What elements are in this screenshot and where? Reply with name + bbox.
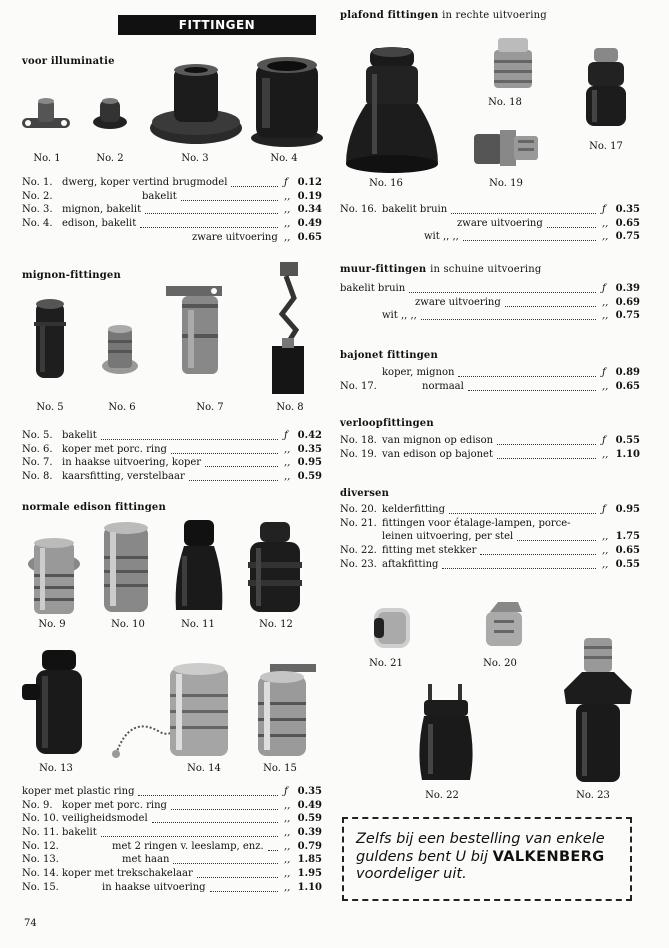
price-row xyxy=(340,218,640,232)
item-number: No. 8. xyxy=(22,471,53,483)
caption-no-22: No. 22 xyxy=(425,790,459,801)
currency-symbol: ,, xyxy=(602,217,609,229)
caption-no-13: No. 13 xyxy=(39,763,73,774)
item-description: dwerg, koper vertind brugmodel xyxy=(62,177,228,188)
product-image-20 xyxy=(480,598,528,650)
section-title-plafond-rest: in rechte uitvoering xyxy=(442,10,547,21)
item-description: koper met plastic ring xyxy=(22,786,135,797)
item-description: veiligheidsmodel xyxy=(62,813,148,825)
item-description: edison, bakelit xyxy=(62,218,137,230)
page-header: FITTINGEN xyxy=(118,15,316,35)
section-title-verloop: verloopfittingen xyxy=(340,418,434,429)
item-description: leinen uitvoering, per stel xyxy=(382,531,514,543)
item-description: bakelit xyxy=(62,827,97,839)
item-number: No. 7. xyxy=(22,457,53,469)
leader-dots xyxy=(463,240,596,241)
price-row xyxy=(22,444,322,458)
caption-no-6: No. 6 xyxy=(108,402,136,413)
product-image-8 xyxy=(266,258,314,398)
item-number: No. 19. xyxy=(340,448,377,460)
currency-symbol: ,, xyxy=(284,799,291,811)
promo-box xyxy=(342,817,632,901)
currency-symbol: ƒ xyxy=(602,504,606,515)
currency-symbol: ƒ xyxy=(284,177,288,188)
item-description: kaarsfitting, verstelbaar xyxy=(62,471,185,483)
price-row xyxy=(22,191,322,205)
currency-symbol: ,, xyxy=(284,471,291,483)
leader-dots xyxy=(181,200,278,201)
price-row xyxy=(340,518,640,532)
price-row xyxy=(22,457,322,471)
item-price: 0.12 xyxy=(297,177,322,188)
currency-symbol: ,, xyxy=(284,204,291,216)
price-list-illuminatie xyxy=(22,177,322,245)
item-number: No. 16. xyxy=(340,204,377,215)
product-image-11 xyxy=(170,516,228,616)
price-row xyxy=(22,827,322,841)
item-description: wit ,, ,, xyxy=(382,310,417,322)
item-description: bakelit bruin xyxy=(382,204,448,215)
currency-symbol: ,, xyxy=(602,310,609,322)
price-list-muur xyxy=(340,283,640,324)
product-image-14 xyxy=(110,654,240,760)
caption-no-10: No. 10 xyxy=(111,619,145,630)
section-title-edison: normale edison fittingen xyxy=(22,502,166,513)
promo-line-1: Zelfs bij een bestelling van enkele xyxy=(356,831,605,847)
price-row xyxy=(22,204,322,218)
item-description: bakelit xyxy=(142,190,177,202)
price-list-plafond xyxy=(340,204,640,245)
price-row xyxy=(22,177,322,191)
caption-no-23: No. 23 xyxy=(576,790,610,801)
item-price: 0.75 xyxy=(615,310,640,322)
item-price: 1.10 xyxy=(297,881,322,893)
price-row xyxy=(22,800,322,814)
currency-symbol: ,, xyxy=(284,231,291,243)
item-number: No. 23. xyxy=(340,558,377,570)
item-description: zware uitvoering xyxy=(192,231,278,243)
item-price: 0.49 xyxy=(297,799,322,811)
product-image-9 xyxy=(26,534,82,618)
item-price: 0.69 xyxy=(615,296,640,308)
leader-dots xyxy=(497,458,596,459)
product-image-22 xyxy=(414,680,478,784)
caption-no-21: No. 21 xyxy=(369,658,403,669)
caption-no-7: No. 7 xyxy=(196,402,224,413)
item-price: 0.75 xyxy=(615,231,640,243)
price-row xyxy=(340,531,640,545)
product-image-15 xyxy=(250,656,320,760)
promo-line-2-text: guldens bent U bij xyxy=(356,848,493,865)
currency-symbol: ,, xyxy=(284,443,291,455)
leader-dots xyxy=(138,795,278,796)
section-title-diversen: diversen xyxy=(340,488,390,499)
price-row xyxy=(340,310,640,324)
item-price: 0.34 xyxy=(297,204,322,216)
item-number: No. 2. xyxy=(22,190,53,202)
currency-symbol: ƒ xyxy=(602,204,606,215)
leader-dots xyxy=(101,836,278,837)
leader-dots xyxy=(231,186,278,187)
currency-symbol: ,, xyxy=(284,840,291,852)
item-description: koper met porc. ring xyxy=(62,443,167,455)
item-description: in haakse uitvoering xyxy=(102,881,206,893)
item-description: normaal xyxy=(422,380,464,392)
leader-dots xyxy=(442,568,596,569)
product-image-21 xyxy=(370,604,414,652)
item-number: No. 20. xyxy=(340,504,377,515)
leader-dots xyxy=(189,480,278,481)
leader-dots xyxy=(458,376,596,377)
caption-no-8: No. 8 xyxy=(276,402,304,413)
price-row xyxy=(340,231,640,245)
caption-no-20: No. 20 xyxy=(483,658,517,669)
currency-symbol: ,, xyxy=(602,545,609,557)
caption-no-3: No. 3 xyxy=(181,153,209,164)
caption-no-2: No. 2 xyxy=(96,153,124,164)
item-number: No. 9. xyxy=(22,799,53,811)
price-row xyxy=(340,545,640,559)
leader-dots xyxy=(451,213,596,214)
price-row xyxy=(22,854,322,868)
price-row xyxy=(340,367,640,381)
item-price: 0.42 xyxy=(297,430,322,441)
currency-symbol: ,, xyxy=(284,813,291,825)
price-row xyxy=(22,868,322,882)
leader-dots xyxy=(497,444,596,445)
section-title-plafond xyxy=(340,10,547,21)
item-description: bakelit xyxy=(62,430,97,441)
caption-no-12: No. 12 xyxy=(259,619,293,630)
price-row xyxy=(340,297,640,311)
section-title-mignon: mignon-fittingen xyxy=(22,270,121,281)
leader-dots xyxy=(421,319,596,320)
caption-no-9: No. 9 xyxy=(38,619,66,630)
currency-symbol: ,, xyxy=(602,448,609,460)
item-price: 0.39 xyxy=(615,283,640,294)
price-row xyxy=(22,218,322,232)
product-image-12 xyxy=(244,518,306,616)
item-price: 0.35 xyxy=(615,204,640,215)
currency-symbol: ƒ xyxy=(284,430,288,441)
caption-no-17: No. 17 xyxy=(589,141,623,152)
item-price: 1.10 xyxy=(615,448,640,460)
currency-symbol: ,, xyxy=(602,231,609,243)
price-row xyxy=(22,841,322,855)
caption-no-19: No. 19 xyxy=(489,178,523,189)
item-price: 0.59 xyxy=(297,471,322,483)
promo-brand: VALKENBERG xyxy=(492,848,605,865)
item-price: 0.59 xyxy=(297,813,322,825)
currency-symbol: ƒ xyxy=(284,786,288,797)
promo-line-3: voordeliger uit. xyxy=(356,866,467,882)
currency-symbol: ƒ xyxy=(602,367,606,378)
leader-dots xyxy=(152,822,278,823)
currency-symbol: ,, xyxy=(284,457,291,469)
item-description: fitting met stekker xyxy=(382,545,477,557)
item-description: van mignon op edison xyxy=(382,435,494,446)
item-price: 0.19 xyxy=(297,190,322,202)
currency-symbol: ,, xyxy=(284,854,291,866)
item-price: 1.95 xyxy=(297,868,322,880)
leader-dots xyxy=(210,891,278,892)
leader-dots xyxy=(449,513,596,514)
product-image-2 xyxy=(90,92,130,132)
item-description: koper met porc. ring xyxy=(62,799,167,811)
price-row xyxy=(22,471,322,485)
currency-symbol: ,, xyxy=(602,531,609,543)
currency-symbol: ƒ xyxy=(602,283,606,294)
leader-dots xyxy=(197,877,278,878)
section-title-bajonet: bajonet fittingen xyxy=(340,350,438,361)
page-number: 74 xyxy=(24,918,37,929)
item-price: 0.65 xyxy=(297,231,322,243)
caption-no-1: No. 1 xyxy=(33,153,61,164)
section-title-plafond-bold: plafond fittingen xyxy=(340,10,439,21)
item-price: 0.65 xyxy=(615,380,640,392)
item-price: 0.55 xyxy=(615,558,640,570)
price-row xyxy=(22,882,322,896)
leader-dots xyxy=(468,390,596,391)
item-description: met haan xyxy=(122,854,170,866)
item-description: kelderfitting xyxy=(382,504,446,515)
leader-dots xyxy=(409,292,596,293)
item-price: 0.35 xyxy=(297,786,322,797)
item-price: 0.55 xyxy=(615,435,640,446)
caption-no-11: No. 11 xyxy=(181,619,215,630)
item-number: No. 1. xyxy=(22,177,53,188)
item-price: 0.89 xyxy=(615,367,640,378)
product-image-7 xyxy=(162,270,234,380)
leader-dots xyxy=(171,453,278,454)
currency-symbol: ,, xyxy=(602,296,609,308)
item-price: 0.95 xyxy=(615,504,640,515)
currency-symbol: ƒ xyxy=(602,435,606,446)
section-title-muur xyxy=(340,264,542,275)
item-price: 0.49 xyxy=(297,218,322,230)
item-number: No. 6. xyxy=(22,443,53,455)
caption-no-16: No. 16 xyxy=(369,178,403,189)
item-number: No. 21. xyxy=(340,517,377,529)
item-number: No. 3. xyxy=(22,204,53,216)
product-image-13 xyxy=(20,646,96,758)
section-title-illuminatie: voor illuminatie xyxy=(22,56,115,67)
item-price: 0.95 xyxy=(297,457,322,469)
item-description: bakelit bruin xyxy=(340,283,406,294)
currency-symbol: ,, xyxy=(602,380,609,392)
currency-symbol: ,, xyxy=(284,881,291,893)
price-row xyxy=(340,381,640,395)
price-list-bajonet xyxy=(340,367,640,394)
price-row xyxy=(22,813,322,827)
item-price: 0.65 xyxy=(615,217,640,229)
product-image-18 xyxy=(488,34,538,92)
caption-no-14: No. 14 xyxy=(187,763,221,774)
item-price: 0.65 xyxy=(615,545,640,557)
product-image-10 xyxy=(98,520,154,616)
caption-no-15: No. 15 xyxy=(263,763,297,774)
item-number: No. 4. xyxy=(22,218,53,230)
leader-dots xyxy=(145,213,278,214)
item-price: 1.75 xyxy=(615,531,640,543)
caption-no-5: No. 5 xyxy=(36,402,64,413)
currency-symbol: ,, xyxy=(284,868,291,880)
product-image-16 xyxy=(344,44,440,176)
item-number: No. 18. xyxy=(340,435,377,446)
leader-dots xyxy=(547,227,596,228)
item-description: zware uitvoering xyxy=(415,296,501,308)
item-description: met 2 ringen v. leeslamp, enz. xyxy=(112,840,264,852)
product-image-23 xyxy=(560,634,636,786)
product-image-5 xyxy=(30,296,70,382)
price-row xyxy=(22,430,322,444)
item-description: fittingen voor étalage-lampen, porce- xyxy=(382,517,571,529)
leader-dots xyxy=(171,809,278,810)
price-row xyxy=(340,435,640,449)
product-image-6 xyxy=(100,320,140,376)
currency-symbol: ,, xyxy=(284,827,291,839)
item-description: mignon, bakelit xyxy=(62,204,142,216)
caption-no-18: No. 18 xyxy=(488,97,522,108)
price-list-mignon xyxy=(22,430,322,485)
item-description: van edison op bajonet xyxy=(382,448,493,460)
currency-symbol: ,, xyxy=(284,190,291,202)
currency-symbol: ,, xyxy=(284,218,291,230)
item-price: 1.85 xyxy=(297,854,322,866)
price-row xyxy=(340,204,640,218)
section-title-muur-rest: in schuine uitvoering xyxy=(430,264,542,275)
leader-dots xyxy=(268,850,278,851)
currency-symbol: ,, xyxy=(602,558,609,570)
price-list-verloop xyxy=(340,435,640,462)
leader-dots xyxy=(480,554,596,555)
leader-dots xyxy=(517,540,596,541)
leader-dots xyxy=(205,466,278,467)
item-number: No. 5. xyxy=(22,430,53,441)
leader-dots xyxy=(173,863,278,864)
item-price: 0.79 xyxy=(297,840,322,852)
leader-dots xyxy=(505,306,596,307)
item-number: No. 14. xyxy=(22,868,59,880)
price-row xyxy=(340,504,640,518)
item-description: in haakse uitvoering, koper xyxy=(62,457,202,469)
leader-dots xyxy=(140,227,278,228)
item-price: 0.35 xyxy=(297,443,322,455)
price-row xyxy=(340,449,640,463)
item-number: No. 22. xyxy=(340,545,377,557)
item-number: No. 15. xyxy=(22,881,59,893)
caption-no-4: No. 4 xyxy=(270,153,298,164)
price-list-edison xyxy=(22,786,322,896)
item-price: 0.39 xyxy=(297,827,322,839)
item-description: zware uitvoering xyxy=(457,217,543,229)
item-description: koper met trekschakelaar xyxy=(62,868,193,880)
promo-line-2 xyxy=(356,849,630,867)
item-number: No. 10. xyxy=(22,813,59,825)
price-list-diversen xyxy=(340,504,640,572)
item-description: koper, mignon xyxy=(382,367,455,378)
item-number: No. 11. xyxy=(22,827,59,839)
product-image-3 xyxy=(148,58,244,148)
section-title-muur-bold: muur-fittingen xyxy=(340,264,427,275)
item-number: No. 13. xyxy=(22,854,59,866)
price-row xyxy=(340,559,640,573)
item-description: aftakfitting xyxy=(382,558,439,570)
product-image-4 xyxy=(250,54,324,148)
product-image-1 xyxy=(18,92,74,136)
product-image-19 xyxy=(470,126,542,170)
price-row xyxy=(22,232,322,246)
item-description: wit ,, ,, xyxy=(424,231,459,243)
item-number: No. 12. xyxy=(22,840,59,852)
price-row xyxy=(340,283,640,297)
item-number: No. 17. xyxy=(340,380,377,392)
product-image-17 xyxy=(580,44,632,130)
price-row xyxy=(22,786,322,800)
leader-dots xyxy=(101,439,278,440)
